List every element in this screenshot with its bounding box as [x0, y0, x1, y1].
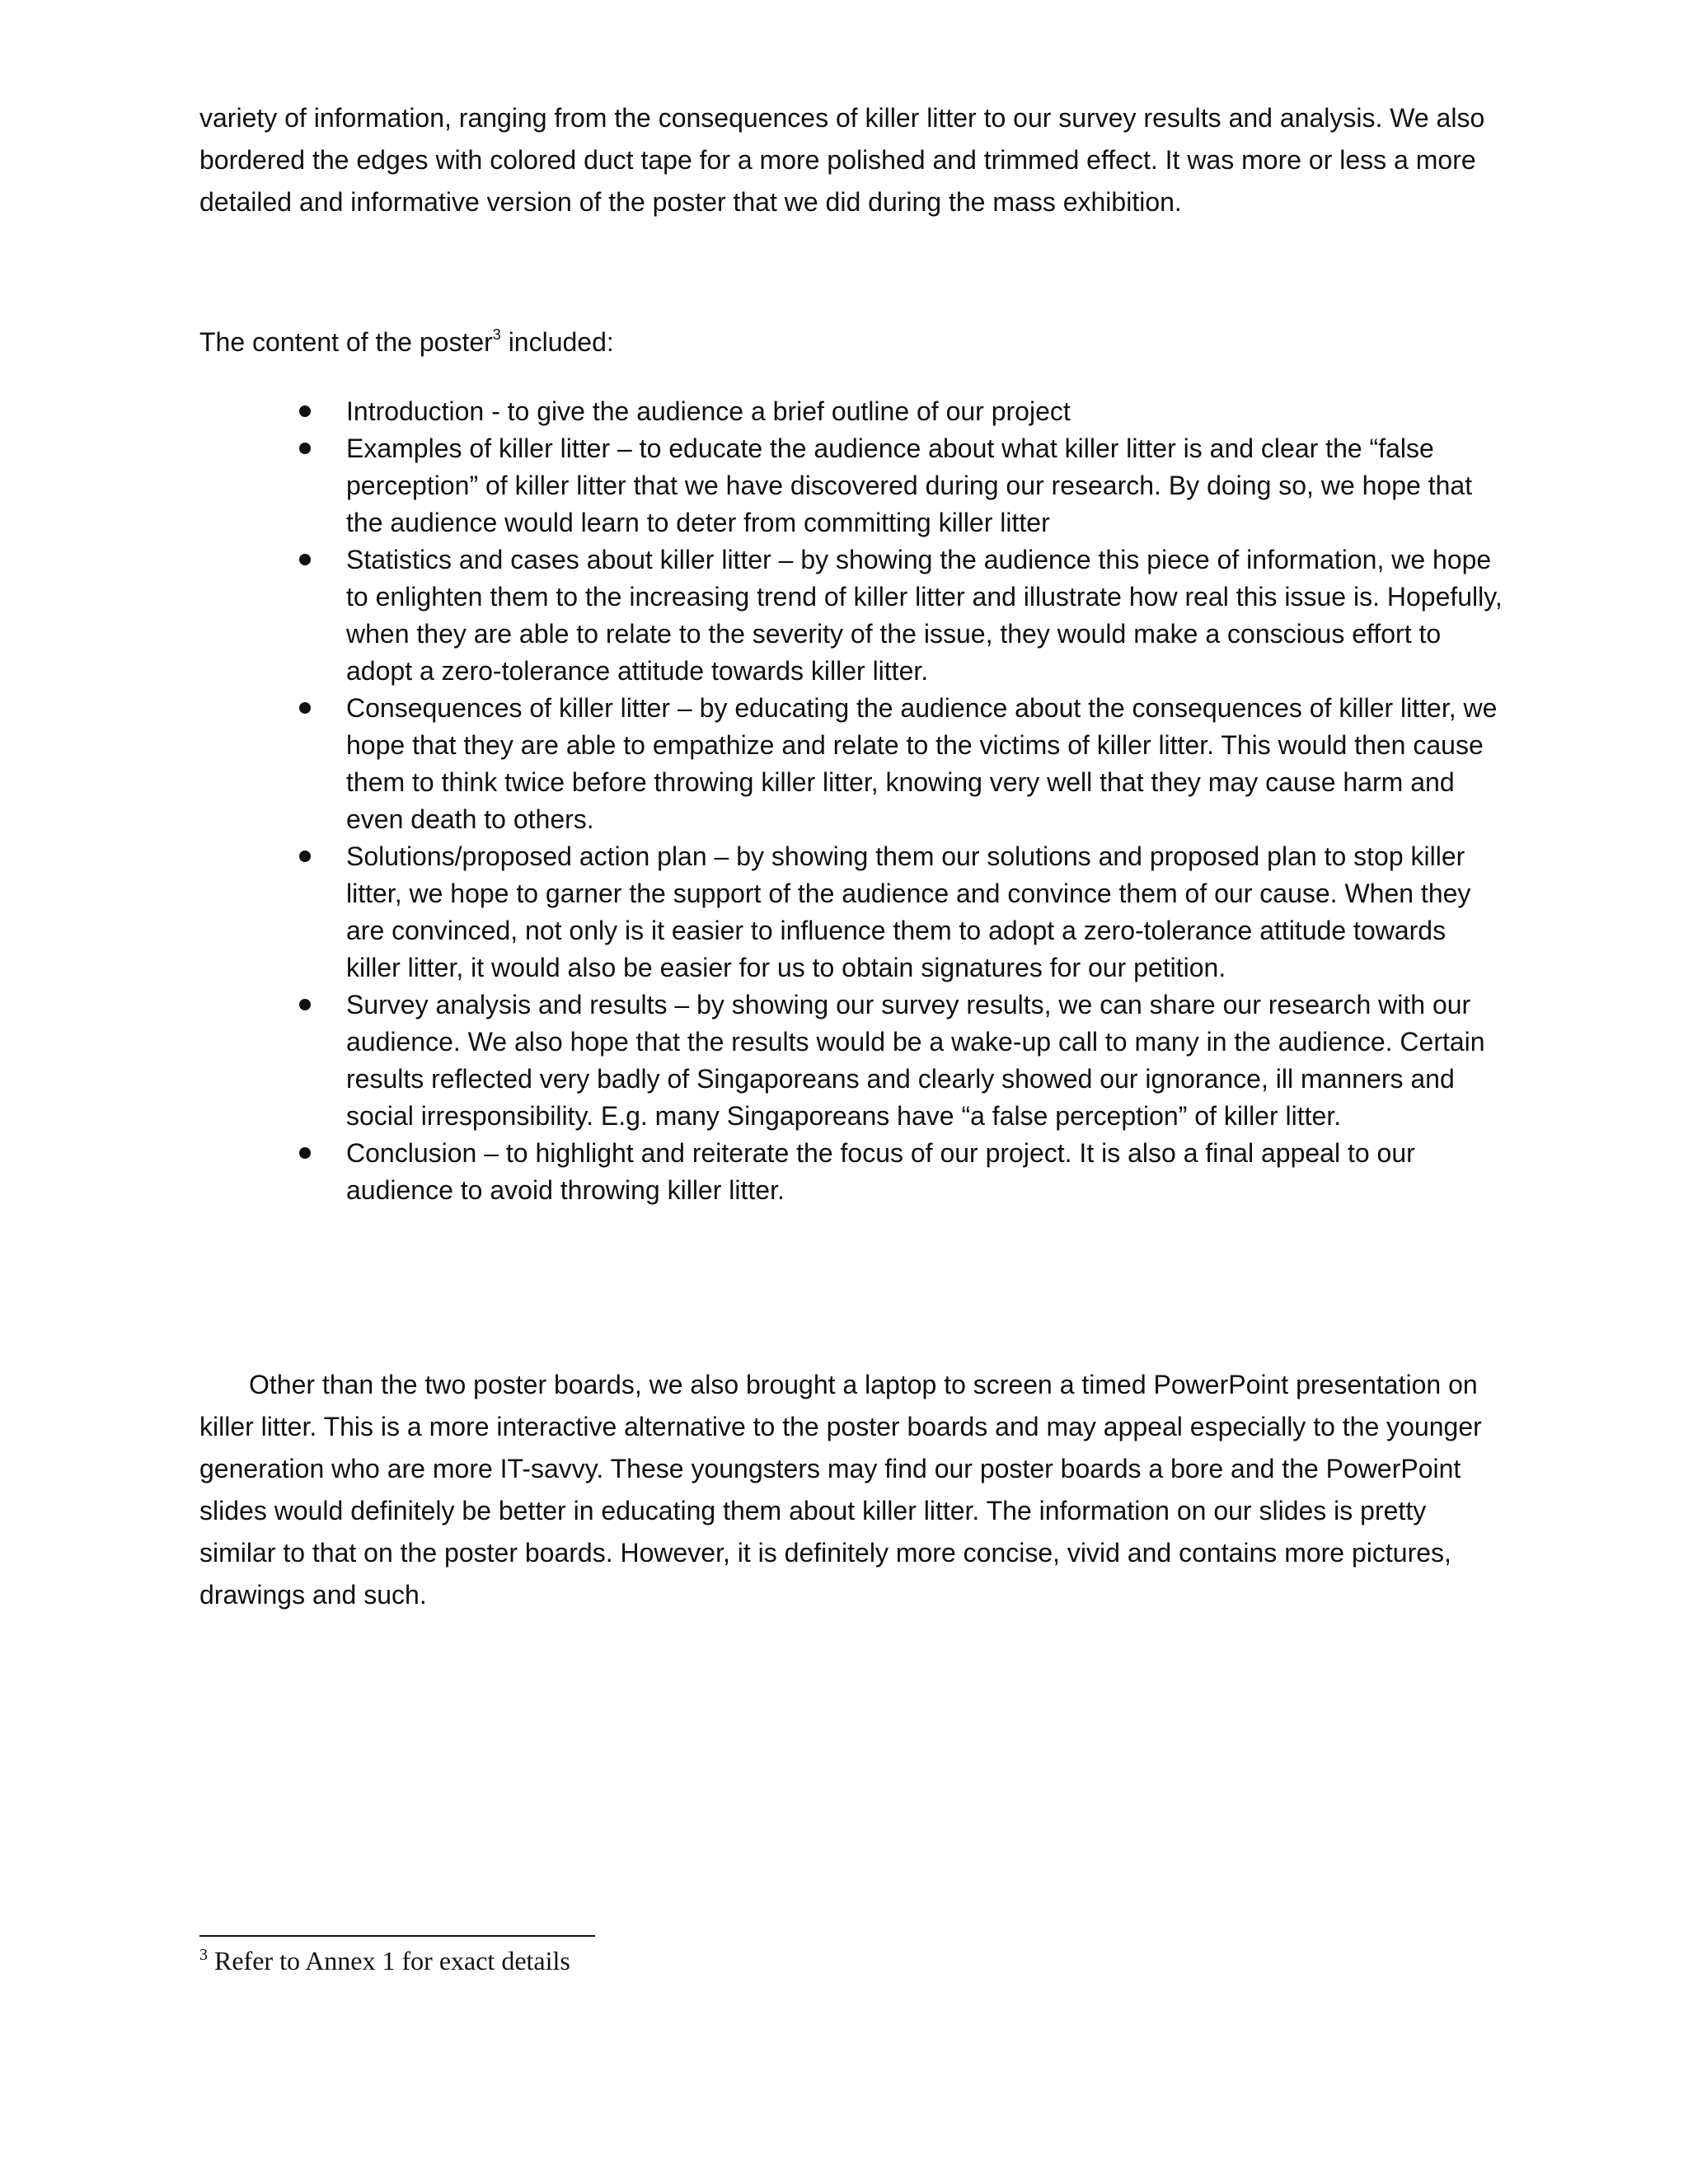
bullet-icon	[299, 851, 311, 862]
bullet-icon	[299, 443, 311, 454]
list-item	[293, 987, 1504, 1135]
bullet-icon	[299, 999, 311, 1010]
list-item-text: Conclusion – to highlight and reiterate the focus of our project. It is also a final appeal to our audience to avoid throwing killer litter.	[346, 1138, 1415, 1205]
list-item	[293, 690, 1504, 838]
list-item	[293, 430, 1504, 541]
list-item	[293, 1135, 1504, 1209]
list-item-text: Examples of killer litter – to educate the audience about what killer litter is and clear the “false perception” of killer litter that we have discovered during our research. By doing so, we hope that the audience would learn to deter from committing killer litter	[346, 434, 1473, 537]
footnote-separator	[199, 1935, 595, 1937]
list-item-text: Survey analysis and results – by showing our survey results, we can share our research with our audience. We also hope that the results would be a wake-up call to many in the audience. Certain results reflected very badly of Singaporeans and clearly showed our ignorance, ill manners and social irresponsibility. E.g. many Singaporeans have “a false perception” of killer litter.	[346, 990, 1485, 1131]
footnote-reference: 3	[492, 326, 501, 343]
list-item-text: Statistics and cases about killer litter – by showing the audience this piece of information, we hope to enlighten them to the increasing trend of killer litter and illustrate how real this issue is. Hopefully, when they are able to relate to the severity of the issue, they would make a conscious effort to adopt a zero-tolerance attitude towards killer litter.	[346, 545, 1503, 686]
lead-in-text: The content of the poster	[199, 327, 493, 357]
intro-paragraph: variety of information, ranging from the consequences of killer litter to our survey results and analysis. We also bordered the edges with colored duct tape for a more polished and trimmed effect. It was more or less a more detailed and informative version of the poster that we did during the mass exhibition.	[199, 103, 1485, 217]
bullet-icon	[299, 554, 311, 565]
footnote	[199, 1943, 570, 1978]
closing-paragraph: Other than the two poster boards, we also brought a laptop to screen a timed PowerPoint presentation on killer litter. This is a more interactive alternative to the poster boards and may appeal especially to the younger generation who are more IT-savvy. These youngsters may find our poster boards a bore and the PowerPoint slides would definitely be better in educating them about killer litter. The information on our slides is pretty similar to that on the poster boards. However, it is definitely more concise, vivid and contains more pictures, drawings and such.	[199, 1370, 1482, 1610]
poster-content-lead-in	[199, 321, 1502, 363]
bullet-icon	[299, 702, 311, 714]
bullet-icon	[299, 1147, 311, 1159]
lead-in-tail: included:	[500, 327, 614, 357]
list-item	[293, 393, 1504, 430]
list-item-text: Introduction - to give the audience a brief outline of our project	[346, 396, 1071, 426]
list-item	[293, 541, 1504, 690]
list-item-text: Solutions/proposed action plan – by showing them our solutions and proposed plan to stop killer litter, we hope to garner the support of the audience and convince them of our cause. When they are convinced, not only is it easier to influence them to adopt a zero-tolerance attitude towards killer litter, it would also be easier for us to obtain signatures for our petition.	[346, 841, 1471, 982]
bullet-icon	[299, 405, 311, 417]
footnote-marker: 3	[199, 1946, 208, 1964]
list-item	[293, 838, 1504, 987]
poster-content-list	[293, 393, 1504, 1209]
list-item-text: Consequences of killer litter – by educating the audience about the consequences of killer litter, we hope that they are able to empathize and relate to the victims of killer litter. This would then cause them to think twice before throwing killer litter, knowing very well that they may cause harm and even death to others.	[346, 693, 1498, 834]
footnote-text: Refer to Annex 1 for exact details	[208, 1946, 570, 1975]
